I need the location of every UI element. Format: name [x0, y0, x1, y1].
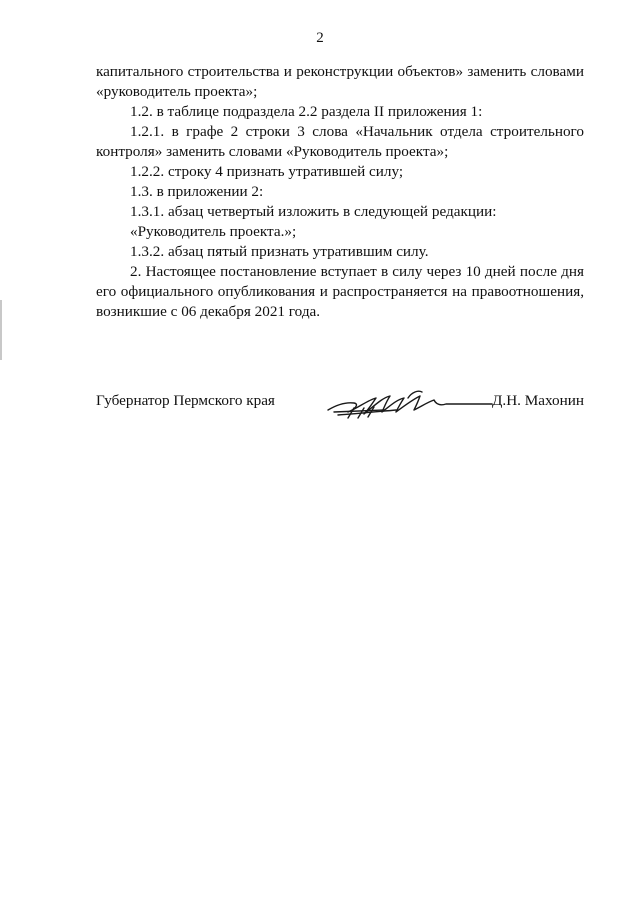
page-number: 2	[316, 30, 324, 46]
signature-block	[96, 388, 584, 428]
scan-edge-mark	[0, 300, 2, 360]
paragraph-1-3-1: 1.3.1. абзац четвертый изложить в следующей редакции:	[130, 203, 497, 220]
handwritten-signature	[324, 388, 494, 422]
signatory-title: Губернатор Пермского края	[96, 392, 275, 409]
paragraph-2: 2. Настоящее постановление вступает в силу через 10 дней после дня его официального опубликования и распространяется на правоотношения, возникшие с 06 декабря 2021 года.	[96, 263, 584, 320]
paragraph-1-2: 1.2. в таблице подраздела 2.2 раздела II приложения 1:	[130, 103, 483, 120]
signatory-name: Д.Н. Махонин	[492, 392, 584, 409]
paragraph-continuation: капитального строительства и реконструкции объектов» заменить словами «руководитель проекта»;	[96, 63, 584, 100]
paragraph-1-3: 1.3. в приложении 2:	[130, 183, 264, 200]
paragraph-1-2-1: 1.2.1. в графе 2 строки 3 слова «Начальник отдела строительного контроля» заменить словами «Руководитель проекта»;	[96, 123, 584, 160]
document-body	[96, 62, 584, 322]
paragraph-quote: «Руководитель проекта.»;	[130, 223, 297, 240]
paragraph-1-2-2: 1.2.2. строку 4 признать утратившей силу;	[130, 163, 404, 180]
paragraph-1-3-2: 1.3.2. абзац пятый признать утратившим силу.	[130, 243, 429, 260]
